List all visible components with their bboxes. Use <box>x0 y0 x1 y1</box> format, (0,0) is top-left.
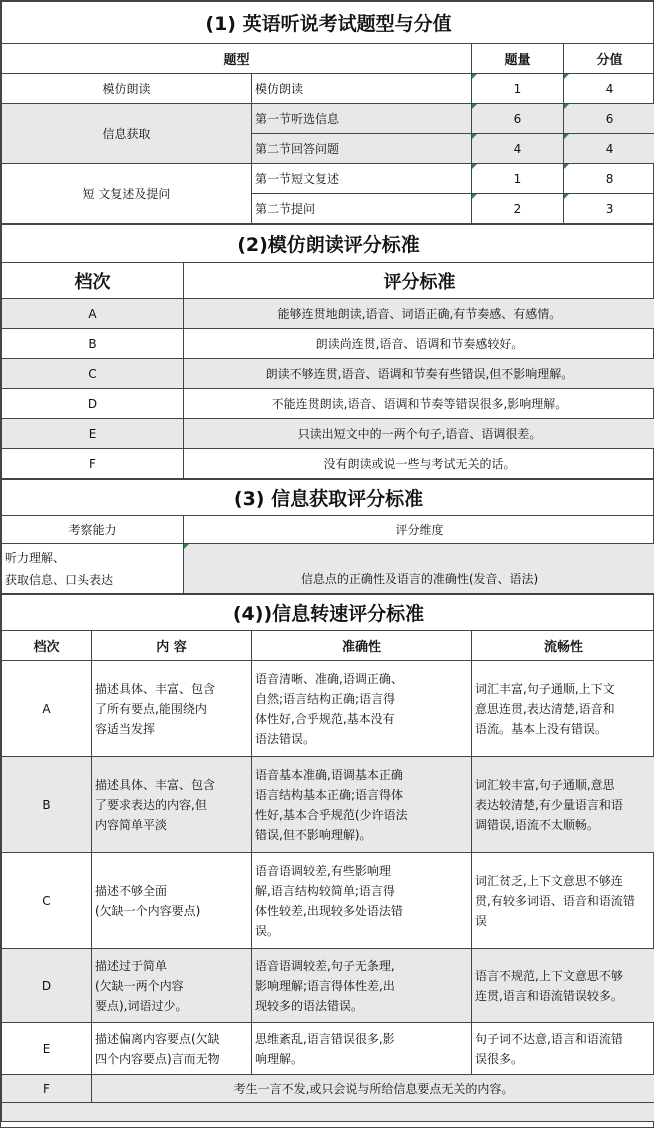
content-cell: 描述具体、丰富、包含 了要求表达的内容,但 内容简单平淡 <box>92 757 252 853</box>
score-cell: 6 <box>564 104 654 134</box>
content-cell: 描述过于简单 (欠缺一两个内容 要点),词语过少。 <box>92 949 252 1023</box>
level-cell: C <box>2 853 92 949</box>
accuracy-cell: 语音基本准确,语调基本正确 语言结构基本正确;语言得体 性好,基本合乎规范(少许语法 错误,但不影响理解)。 <box>252 757 472 853</box>
exam-types-table <box>1 1 654 224</box>
level-cell: A <box>2 661 92 757</box>
content-cell: 描述偏离内容要点(欠缺 四个内容要点)言而无物 <box>92 1023 252 1075</box>
header-score: 分值 <box>564 44 654 74</box>
header-dimension: 评分维度 <box>184 516 654 544</box>
accuracy-cell: 语音语调较差,句子无条理, 影响理解;语言得体性差,出 现较多的语法错误。 <box>252 949 472 1023</box>
header-count: 题量 <box>472 44 564 74</box>
header-criteria: 评分标准 <box>184 263 654 299</box>
section-3-title: (3) 信息获取评分标准 <box>2 480 654 516</box>
subsection-cell: 第一节短文复述 <box>252 164 472 194</box>
accuracy-cell: 语音清晰、准确,语调正确、 自然;语言结构正确;语言得 体性好,合乎规范,基本没有 语法错误。 <box>252 661 472 757</box>
criteria-cell: 不能连贯朗读,语音、语调和节奏等错误很多,影响理解。 <box>184 389 654 419</box>
content-cell: 描述具体、丰富、包含 了所有要点,能围绕内 容适当发挥 <box>92 661 252 757</box>
category-cell: 信息获取 <box>2 104 252 164</box>
count-cell: 6 <box>472 104 564 134</box>
bottom-blank-row <box>2 1103 654 1122</box>
level-cell: C <box>2 359 184 389</box>
section-4-title: (4))信息转速评分标准 <box>2 595 654 631</box>
score-cell: 4 <box>564 134 654 164</box>
criteria-cell: 朗读尚连贯,语音、语调和节奏感较好。 <box>184 329 654 359</box>
criteria-cell: 朗读不够连贯,语音、语调和节奏有些错误,但不影响理解。 <box>184 359 654 389</box>
header-level: 档次 <box>2 263 184 299</box>
fluency-cell: 词汇贫乏,上下文意思不够连 贯,有较多词语、语音和语流错 误 <box>472 853 654 949</box>
fluency-cell: 语言不规范,上下文意思不够 连贯,语言和语流错误较多。 <box>472 949 654 1023</box>
subsection-cell: 第一节听选信息 <box>252 104 472 134</box>
fluency-cell: 词汇丰富,句子通顺,上下文 意思连贯,表达清楚,语音和 语流。基本上没有错误。 <box>472 661 654 757</box>
retelling-criteria-table <box>1 594 654 1122</box>
header-fluency: 流畅性 <box>472 631 654 661</box>
level-cell: F <box>2 449 184 479</box>
count-cell: 2 <box>472 194 564 224</box>
reading-criteria-table <box>1 224 654 479</box>
category-cell: 模仿朗读 <box>2 74 252 104</box>
fluency-cell: 词汇较丰富,句子通顺,意思 表达较清楚,有少量语言和语 调错误,语流不太顺畅。 <box>472 757 654 853</box>
accuracy-cell: 语音语调较差,有些影响理 解,语言结构较简单;语言得 体性较差,出现较多处语法错 误。 <box>252 853 472 949</box>
subsection-cell: 第二节回答问题 <box>252 134 472 164</box>
level-cell: A <box>2 299 184 329</box>
info-criteria-table <box>1 479 654 594</box>
count-cell: 1 <box>472 164 564 194</box>
level-cell: E <box>2 419 184 449</box>
ability-cell: 听力理解、 获取信息、口头表达 <box>2 544 184 594</box>
section-2-title: (2)模仿朗读评分标准 <box>2 225 654 263</box>
level-cell: D <box>2 389 184 419</box>
score-cell: 4 <box>564 74 654 104</box>
count-cell: 4 <box>472 134 564 164</box>
subsection-cell: 模仿朗读 <box>252 74 472 104</box>
level-cell: B <box>2 757 92 853</box>
header-ability: 考察能力 <box>2 516 184 544</box>
level-cell: E <box>2 1023 92 1075</box>
content-cell: 描述不够全面 (欠缺一个内容要点) <box>92 853 252 949</box>
score-cell: 8 <box>564 164 654 194</box>
header-accuracy: 准确性 <box>252 631 472 661</box>
header-type: 题型 <box>2 44 472 74</box>
section-1-title: (1) 英语听说考试题型与分值 <box>2 2 654 44</box>
dimension-cell: 信息点的正确性及语言的准确性(发音、语法) <box>184 544 654 594</box>
accuracy-cell: 思维紊乱,语言错误很多,影 响理解。 <box>252 1023 472 1075</box>
level-cell: D <box>2 949 92 1023</box>
header-level: 档次 <box>2 631 92 661</box>
criteria-cell: 没有朗读或说一些与考试无关的话。 <box>184 449 654 479</box>
level-cell: F <box>2 1075 92 1103</box>
level-cell: B <box>2 329 184 359</box>
header-content: 内 容 <box>92 631 252 661</box>
score-cell: 3 <box>564 194 654 224</box>
content-cell: 考生一言不发,或只会说与所给信息要点无关的内容。 <box>92 1075 654 1103</box>
category-cell: 短 文复述及提问 <box>2 164 252 224</box>
subsection-cell: 第二节提问 <box>252 194 472 224</box>
fluency-cell: 句子词不达意,语言和语流错 误很多。 <box>472 1023 654 1075</box>
criteria-cell: 只读出短文中的一两个句子,语音、语调很差。 <box>184 419 654 449</box>
criteria-cell: 能够连贯地朗读,语音、词语正确,有节奏感、有感情。 <box>184 299 654 329</box>
count-cell: 1 <box>472 74 564 104</box>
